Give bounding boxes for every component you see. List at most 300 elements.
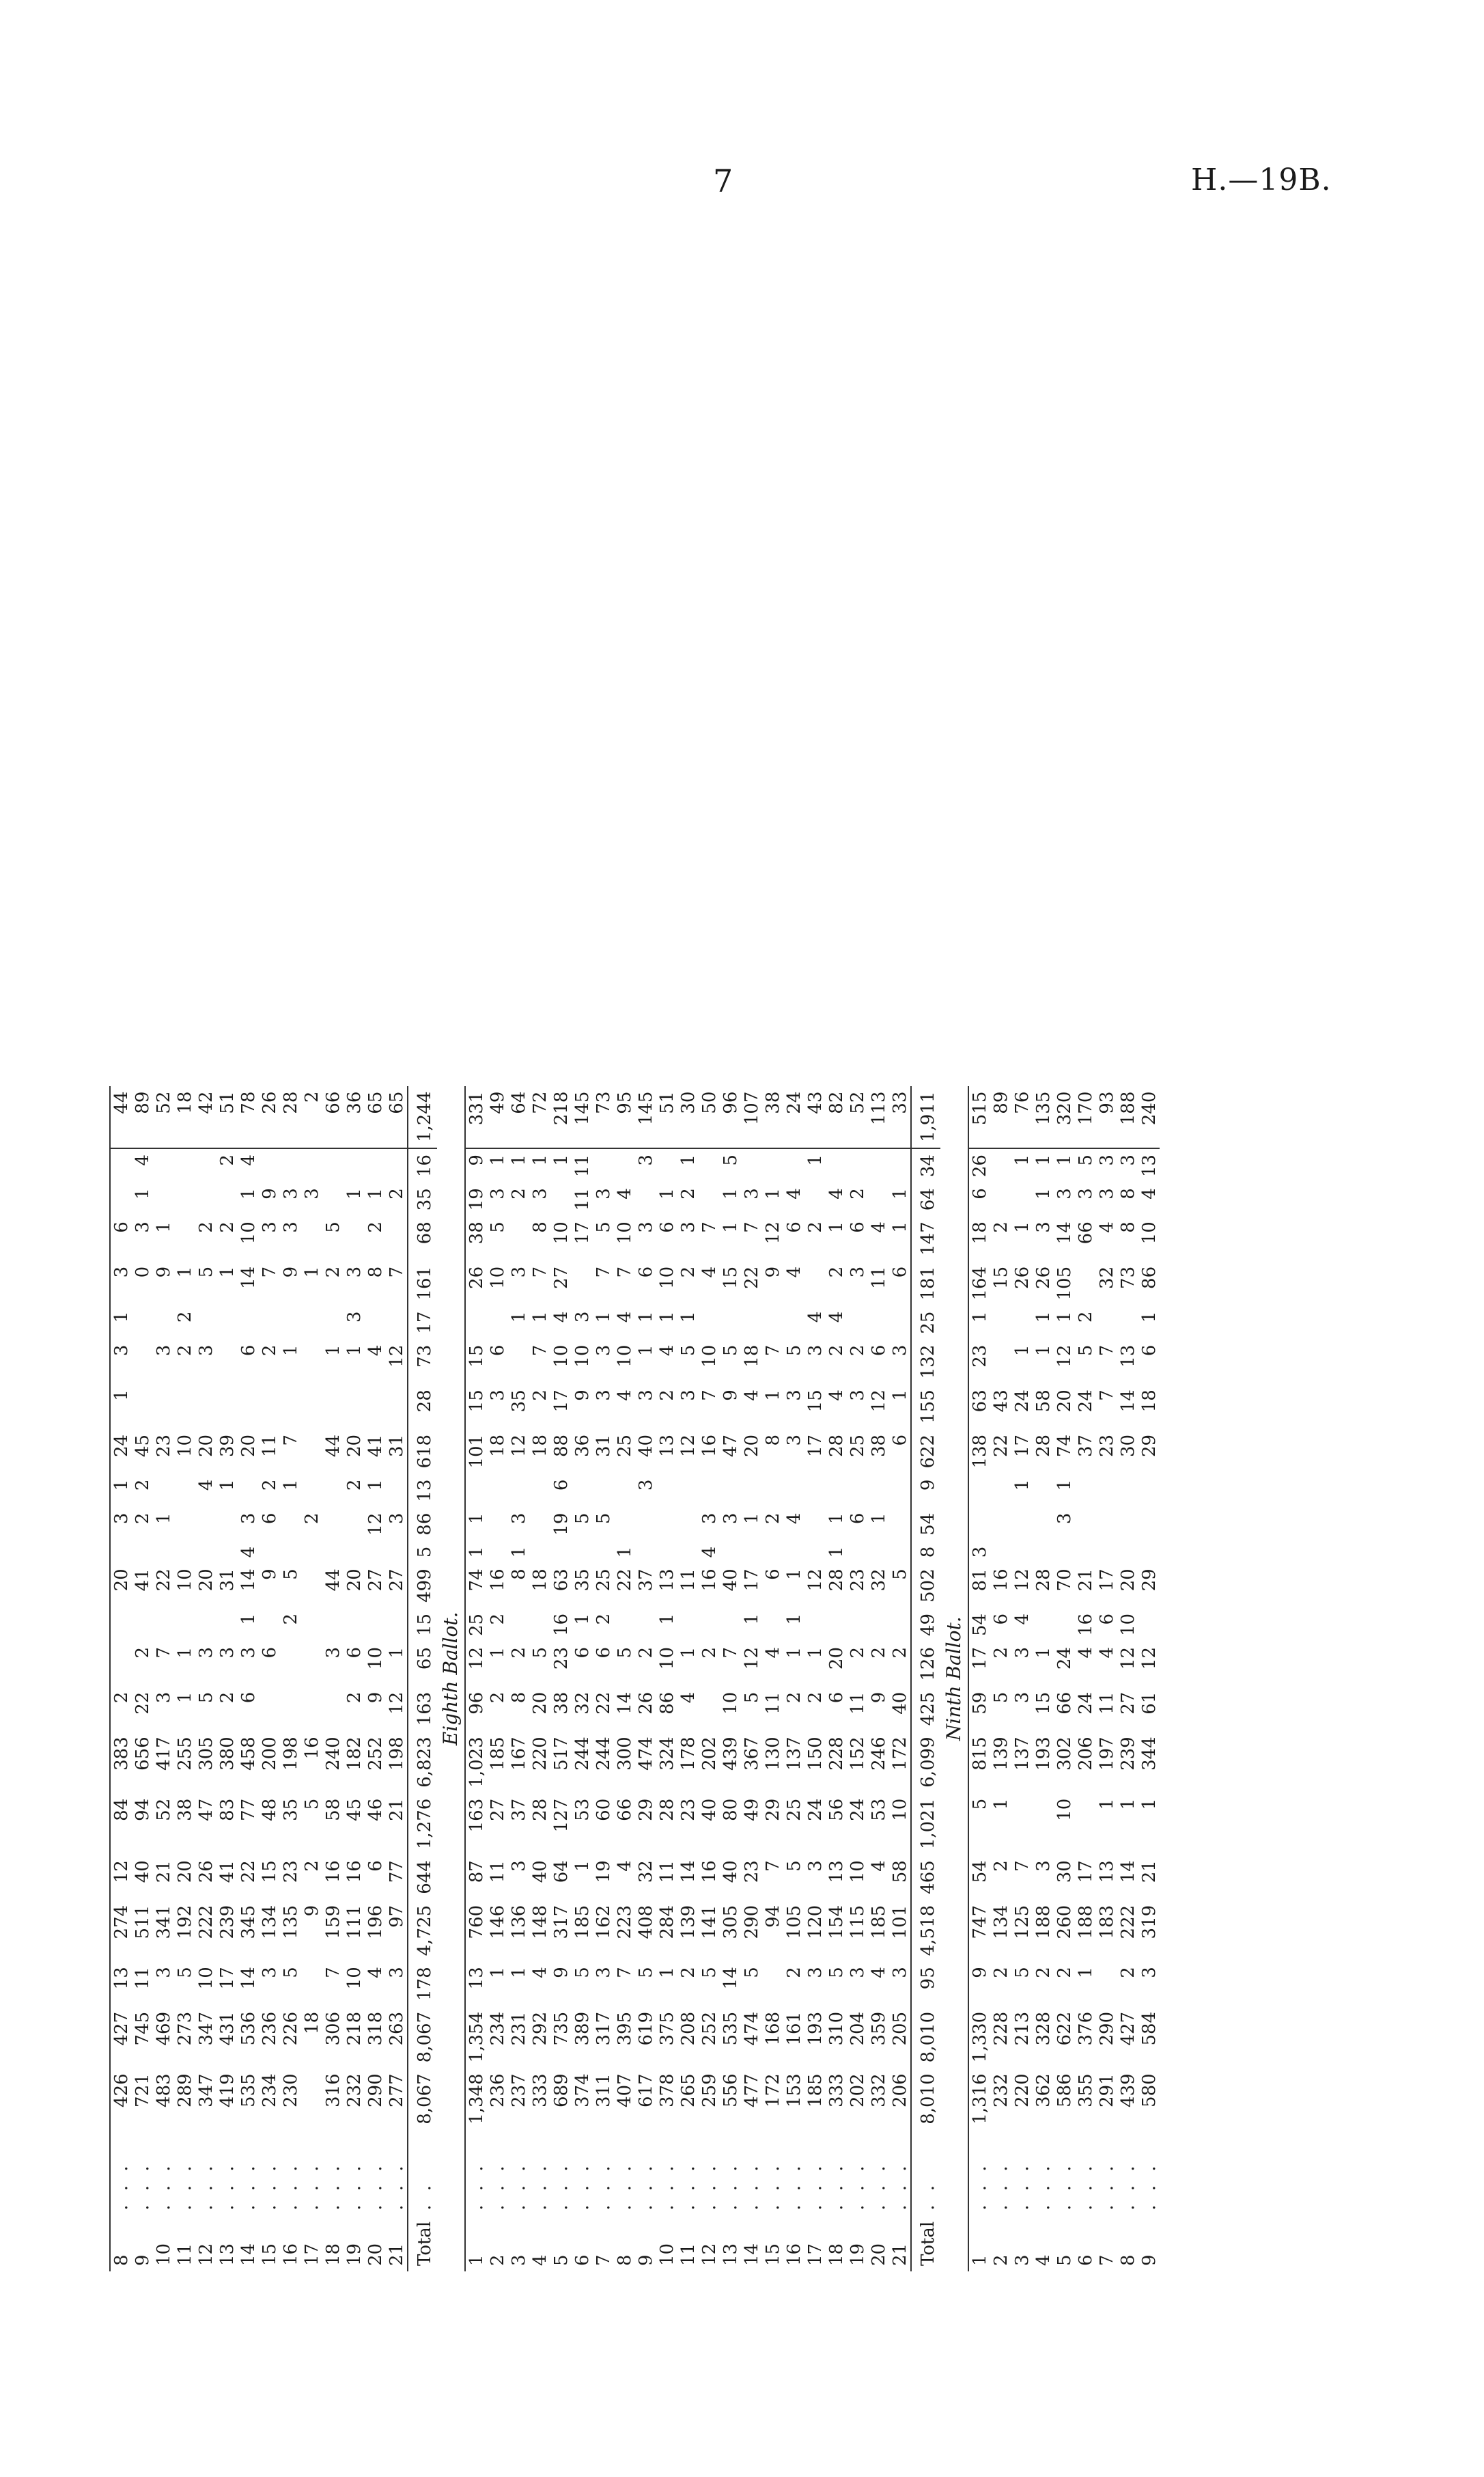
table-cell [868,1608,889,1642]
table-cell [614,1148,635,1182]
table-cell [1011,1182,1033,1216]
table-cell: 3 [529,1188,550,1200]
table-cell: 135 [280,1905,301,1939]
row-index: 16 [280,2243,301,2266]
table-cell: 18 [487,1434,508,1457]
table-cell: 240 [1138,1091,1160,1126]
table-cell: 10 [1138,1221,1160,1245]
table-cell: 70 [1054,1568,1075,1592]
table-cell [762,1148,783,1182]
table-cell: 172 [762,2073,783,2107]
table-cell: 40 [132,1860,153,1883]
leader-dots: . . . [153,2161,174,2211]
table-cell: 25 [783,1798,804,1821]
table-cell [174,1148,195,1182]
table-cell: 239 [216,1905,238,1939]
table-cell: 9 [465,1148,487,1182]
table-cell: 1 [465,1541,487,1564]
table-cell [386,1474,408,1508]
table-cell: 19 [593,1860,614,1883]
table-cell: 1 [635,1311,656,1323]
table-cell: 5 [1075,1344,1096,1357]
table-row [635,1086,656,2271]
table-cell: 5 [720,1148,741,1182]
table-row [301,1086,322,2271]
table-cell: 380 [216,1736,238,1771]
table-cell [1138,1541,1160,1564]
table-cell: 36 [344,1091,365,1114]
table-cell [572,1474,593,1508]
table-cell: 8 [762,1434,783,1446]
table-cell: 220 [1011,2073,1033,2107]
leader-dots: . . . [1033,2161,1054,2211]
table-cell [174,1508,195,1541]
leader-dots: . . . [1011,2161,1033,2211]
table-cell: 1 [804,1148,826,1182]
table-cell [889,1474,911,1508]
table-cell: 4 [1011,1613,1033,1625]
table-cell: 4 [550,1311,572,1323]
table-cell: 170 [1075,1091,1096,1126]
table-cell [153,1182,174,1216]
table-cell [889,1541,911,1564]
table-row [826,1086,847,2271]
table-cell [889,1306,911,1340]
table-cell [153,1384,174,1429]
table-cell: 341 [153,1905,174,1939]
table-cell: 4 [614,1311,635,1323]
table-cell [699,1148,720,1182]
table-cell: 1 [1033,1148,1054,1182]
table-cell: 25 [465,1608,487,1642]
table-cell: 193 [1033,1736,1054,1771]
table-cell: 14 [720,1967,741,1990]
table-cell: 1 [110,1306,132,1340]
table-cell: 39 [216,1434,238,1457]
table-cell: 2 [508,1188,529,1200]
table-cell [1011,1508,1033,1541]
table-cell: 26 [465,1261,487,1306]
table-cell [132,1306,153,1340]
table-cell [365,1384,386,1429]
table-cell [487,1541,508,1564]
table-cell: 220 [529,1736,550,1771]
total-cell: 6,099 [911,1731,940,1793]
table-cell [656,1508,677,1541]
table-cell [301,1961,322,2006]
table-cell [990,1474,1011,1508]
table-cell: 28 [826,1434,847,1457]
table-cell: 2 [386,1188,407,1200]
table-cell: 17 [804,1434,826,1457]
table-cell [301,1306,322,1340]
table-cell: 3 [1117,1148,1138,1182]
table-cell: 222 [195,1905,216,1939]
table-cell: 4 [868,1860,889,1872]
table-cell: 2 [529,1389,550,1401]
table-cell: 3 [635,1389,656,1401]
table-cell [110,1642,132,1687]
table-cell: 1 [216,1266,238,1278]
total-cell: 13 [408,1474,437,1508]
table-cell: 32 [1096,1266,1117,1289]
table-cell [1075,1261,1096,1306]
leader-dots: . . . [365,2161,386,2211]
table-cell: 1 [153,1221,174,1233]
table-cell: 228 [990,2011,1011,2046]
table-cell: 28 [826,1568,847,1592]
table-cell: 1 [826,1546,847,1558]
table-row [614,1086,635,2271]
table-cell: 1 [508,1546,529,1558]
total-cell: 163 [408,1687,437,1732]
table-cell: 347 [195,2011,216,2046]
table-row [990,1086,1011,2271]
table-cell: 2 [487,1613,508,1625]
table-row [110,1086,132,2271]
table-cell: 1 [677,1311,699,1323]
table-cell: 35 [280,1798,301,1821]
table-cell: 30 [1117,1434,1138,1457]
leader-dots: . . . [301,2161,322,2211]
table-cell: 408 [635,1905,656,1939]
table-cell: 94 [762,1905,783,1928]
table-cell: 535 [720,2011,741,2046]
table-cell: 87 [465,1855,487,1900]
table-cell: 3 [259,1967,280,1978]
table-cell: 2 [804,1691,826,1704]
table-cell: 111 [344,1905,365,1939]
table-cell: 167 [508,1736,529,1771]
table-cell: 259 [699,2073,720,2107]
table-cell: 7 [593,1266,614,1278]
table-cell: 1 [889,1188,910,1200]
table-cell: 3 [153,1967,174,1978]
table-cell: 56 [826,1798,847,1821]
row-index: 1 [465,2216,487,2271]
table-cell: 1 [656,1613,677,1625]
table-cell [783,1148,804,1182]
total-cell: 147 [911,1216,940,1261]
table-cell: 20 [110,1563,132,1608]
table-cell: 17 [550,1389,572,1413]
table-cell: 4 [1075,1647,1096,1659]
table-cell: 27 [1117,1691,1138,1715]
table-row [1011,1086,1033,2271]
table-cell [847,1306,868,1340]
table-cell: 3 [1096,1188,1117,1200]
table-cell: 4 [826,1389,847,1401]
table-cell: 12 [1117,1647,1138,1670]
table-cell [344,1508,365,1541]
table-cell: 164 [968,1261,990,1306]
table-cell: 60 [593,1798,614,1821]
row-index: 12 [195,2243,216,2266]
table-cell [216,1306,238,1340]
table-cell: 1 [1075,1967,1096,1978]
table-cell [889,1148,911,1182]
table-cell: 11 [847,1691,868,1715]
table-cell: 7 [1011,1860,1033,1872]
table-cell: 458 [238,1736,259,1771]
table-cell: 222 [1117,1905,1138,1939]
table-cell: 10 [699,1344,720,1368]
table-cell: 4 [868,1221,889,1233]
table-row [153,1086,174,2271]
table-cell: 3 [593,1188,614,1200]
table-cell: 16 [550,1613,572,1636]
table-cell: 3 [216,1647,238,1659]
total-cell: 64 [911,1182,940,1216]
table-cell [699,1608,720,1642]
table-cell: 584 [1138,2011,1160,2046]
table-cell: 4 [699,1546,720,1558]
table-cell: 3 [593,1967,614,1978]
table-cell: 2 [508,1647,529,1659]
table-cell [635,1508,656,1541]
table-cell: 3 [783,1389,804,1401]
table-cell: 10 [720,1691,741,1715]
table-cell [1096,1306,1117,1340]
table-cell: 305 [720,1905,741,1939]
table-cell: 23 [677,1798,699,1821]
table-cell: 64 [550,1860,572,1883]
table-cell: 13 [656,1568,677,1592]
total-cell: 8 [911,1541,940,1564]
table-cell: 2 [259,1344,280,1357]
table-cell: 188 [1033,1905,1054,1939]
table-cell: 4 [868,1967,889,1978]
table-cell: 64 [508,1091,529,1114]
table-cell: 244 [593,1736,614,1771]
table-cell: 6 [593,1647,614,1659]
table-cell: 302 [1054,1736,1075,1771]
table-cell: 1 [216,1479,238,1491]
table-cell: 1 [487,1967,508,1978]
table-cell: 12 [508,1434,529,1457]
table-cell [593,1474,614,1508]
row-index: 8 [614,2254,635,2266]
table-cell: 1 [1138,1798,1160,1810]
table-cell [110,1541,132,1564]
table-cell: 355 [1075,2073,1096,2107]
table-cell: 12 [110,1855,132,1900]
table-cell: 389 [572,2011,593,2046]
table-cell [804,1182,826,1216]
table-cell: 2 [132,1479,153,1491]
leader-dots: . . . [1096,2161,1117,2211]
table-cell: 3 [508,1266,529,1278]
table-cell: 24 [1075,1691,1096,1715]
table-cell [132,1608,153,1642]
table-cell: 9 [868,1691,889,1704]
table-cell: 383 [110,1731,132,1793]
table-cell [847,1608,868,1642]
table-cell: 515 [968,1086,990,1148]
table-cell: 145 [572,1091,593,1126]
table-cell: 5 [614,1647,635,1659]
table-cell: 1,023 [465,1731,487,1793]
table-cell [132,1384,153,1429]
table-cell: 29 [1138,1568,1160,1592]
table-cell: 198 [280,1736,301,1771]
table-cell [1117,1508,1138,1541]
table-cell: 23 [280,1860,301,1883]
total-cell: 8,010 [911,2006,940,2068]
table-cell [301,1216,322,1261]
table-cell: 152 [847,1736,868,1771]
table-cell: 43 [804,1091,826,1114]
table-cell: 148 [529,1905,550,1939]
table-cell: 97 [386,1905,407,1928]
table-cell: 37 [635,1568,656,1592]
table-cell: 3 [847,1266,868,1278]
leader-dots: . . . [783,2161,804,2211]
table-cell: 37 [1075,1434,1096,1457]
table-cell: 53 [868,1798,889,1821]
table-cell: 3 [968,1541,990,1564]
table-cell: 320 [1054,1091,1075,1126]
table-cell: 15 [259,1860,280,1883]
table-cell [677,1608,699,1642]
table-cell: 163 [465,1793,487,1855]
table-cell [465,1306,487,1340]
row-index: 19 [344,2243,365,2266]
table-cell [153,1306,174,1340]
table-cell: 3 [132,1221,153,1233]
table-cell: 2 [990,1221,1011,1233]
leader-dots: . . . [344,2161,365,2211]
table-cell [1138,1608,1160,1642]
table-cell: 10 [365,1647,386,1670]
table-cell [216,1384,238,1429]
table-cell: 374 [572,2073,593,2107]
table-cell: 66 [1075,1221,1096,1245]
table-cell [110,1608,132,1642]
table-cell: 14 [238,1266,259,1289]
table-cell: 5 [990,1691,1011,1704]
table-cell: 1 [344,1188,365,1200]
table-cell: 13 [656,1434,677,1457]
table-cell: 15 [804,1389,826,1413]
table-cell: 13 [110,1961,132,2006]
table-cell: 760 [465,1900,487,1961]
table-cell: 63 [550,1568,572,1592]
table-cell: 14 [1054,1221,1075,1245]
table-cell: 6 [110,1216,132,1261]
table-cell: 5 [195,1266,216,1278]
table-cell: 306 [322,2011,344,2046]
table-cell: 49 [487,1091,508,1114]
table-cell: 4 [783,1266,804,1278]
page-reference: H.—19B. [1191,163,1332,197]
table-cell: 25 [593,1568,614,1592]
total-cell: 4,518 [911,1900,940,1961]
table-cell: 4 [826,1311,847,1323]
table-cell [195,1508,216,1541]
table-cell: 1 [635,1344,656,1357]
table-cell [216,1541,238,1564]
table-cell: 6 [259,1512,280,1525]
table-row [847,1086,868,2271]
total-cell: 5 [408,1541,437,1564]
table-cell [259,1608,280,1642]
table-cell: 7 [529,1344,550,1357]
table-cell: 2 [656,1389,677,1401]
table-cell: 66 [1054,1691,1075,1715]
table-cell: 10 [1117,1613,1138,1636]
table-cell: 25 [614,1434,635,1457]
table-cell: 47 [720,1434,741,1457]
table-cell: 3 [804,1344,826,1357]
table-cell: 319 [1138,1905,1160,1939]
table-cell: 2 [847,1647,868,1659]
table-cell: 11 [656,1860,677,1883]
table-cell: 204 [847,2011,868,2046]
table-cell [656,1148,677,1182]
table-cell: 127 [550,1798,572,1833]
table-cell [1054,1608,1075,1642]
table-cell [762,1608,783,1642]
table-cell: 2 [132,1647,153,1659]
table-cell: 196 [365,1905,386,1939]
table-cell [593,1541,614,1564]
table-cell: 5 [699,1967,720,1978]
table-cell: 317 [593,2011,614,2046]
table-cell: 3 [1054,1188,1075,1200]
table-cell: 208 [677,2011,699,2046]
table-cell: 14 [238,1568,259,1592]
table-cell: 426 [110,2068,132,2129]
table-cell: 1 [1011,1479,1033,1491]
table-cell: 7 [614,1967,635,1978]
table-cell: 689 [550,2073,572,2107]
table-cell: 11 [868,1266,889,1289]
table-cell: 4 [677,1691,699,1704]
table-cell: 5 [195,1691,216,1704]
row-index: 12 [699,2243,720,2266]
table-cell: 9 [259,1568,280,1580]
table-cell: 240 [322,1736,344,1771]
table-cell: 1 [529,1311,550,1323]
leader-dots: . . . [990,2161,1011,2211]
table-cell: 5 [593,1512,614,1525]
table-cell: 1 [487,1647,508,1659]
table-cell: 815 [968,1731,990,1793]
table-cell: 1 [1011,1148,1033,1182]
table-cell: 9 [259,1188,280,1200]
table-cell: 36 [572,1434,593,1457]
leader-dots: . . . [1054,2161,1075,2211]
table-cell: 94 [132,1798,153,1821]
table-cell: 1 [1096,1798,1117,1810]
total-cell: 1,276 [408,1793,437,1855]
table-cell [847,1541,868,1564]
table-cell: 153 [783,2073,804,2107]
table-cell [322,1384,344,1429]
table-cell: 24 [847,1798,868,1821]
table-cell: 419 [216,2073,238,2107]
table-cell [216,1340,238,1385]
table-cell [322,1182,344,1216]
table-cell: 1 [720,1188,741,1200]
table-cell [322,1608,344,1642]
table-cell: 2 [990,1647,1011,1659]
table-cell: 5 [487,1221,508,1233]
table-cell: 265 [677,2073,699,2107]
table-cell [280,1541,301,1564]
table-cell [1033,1474,1054,1508]
